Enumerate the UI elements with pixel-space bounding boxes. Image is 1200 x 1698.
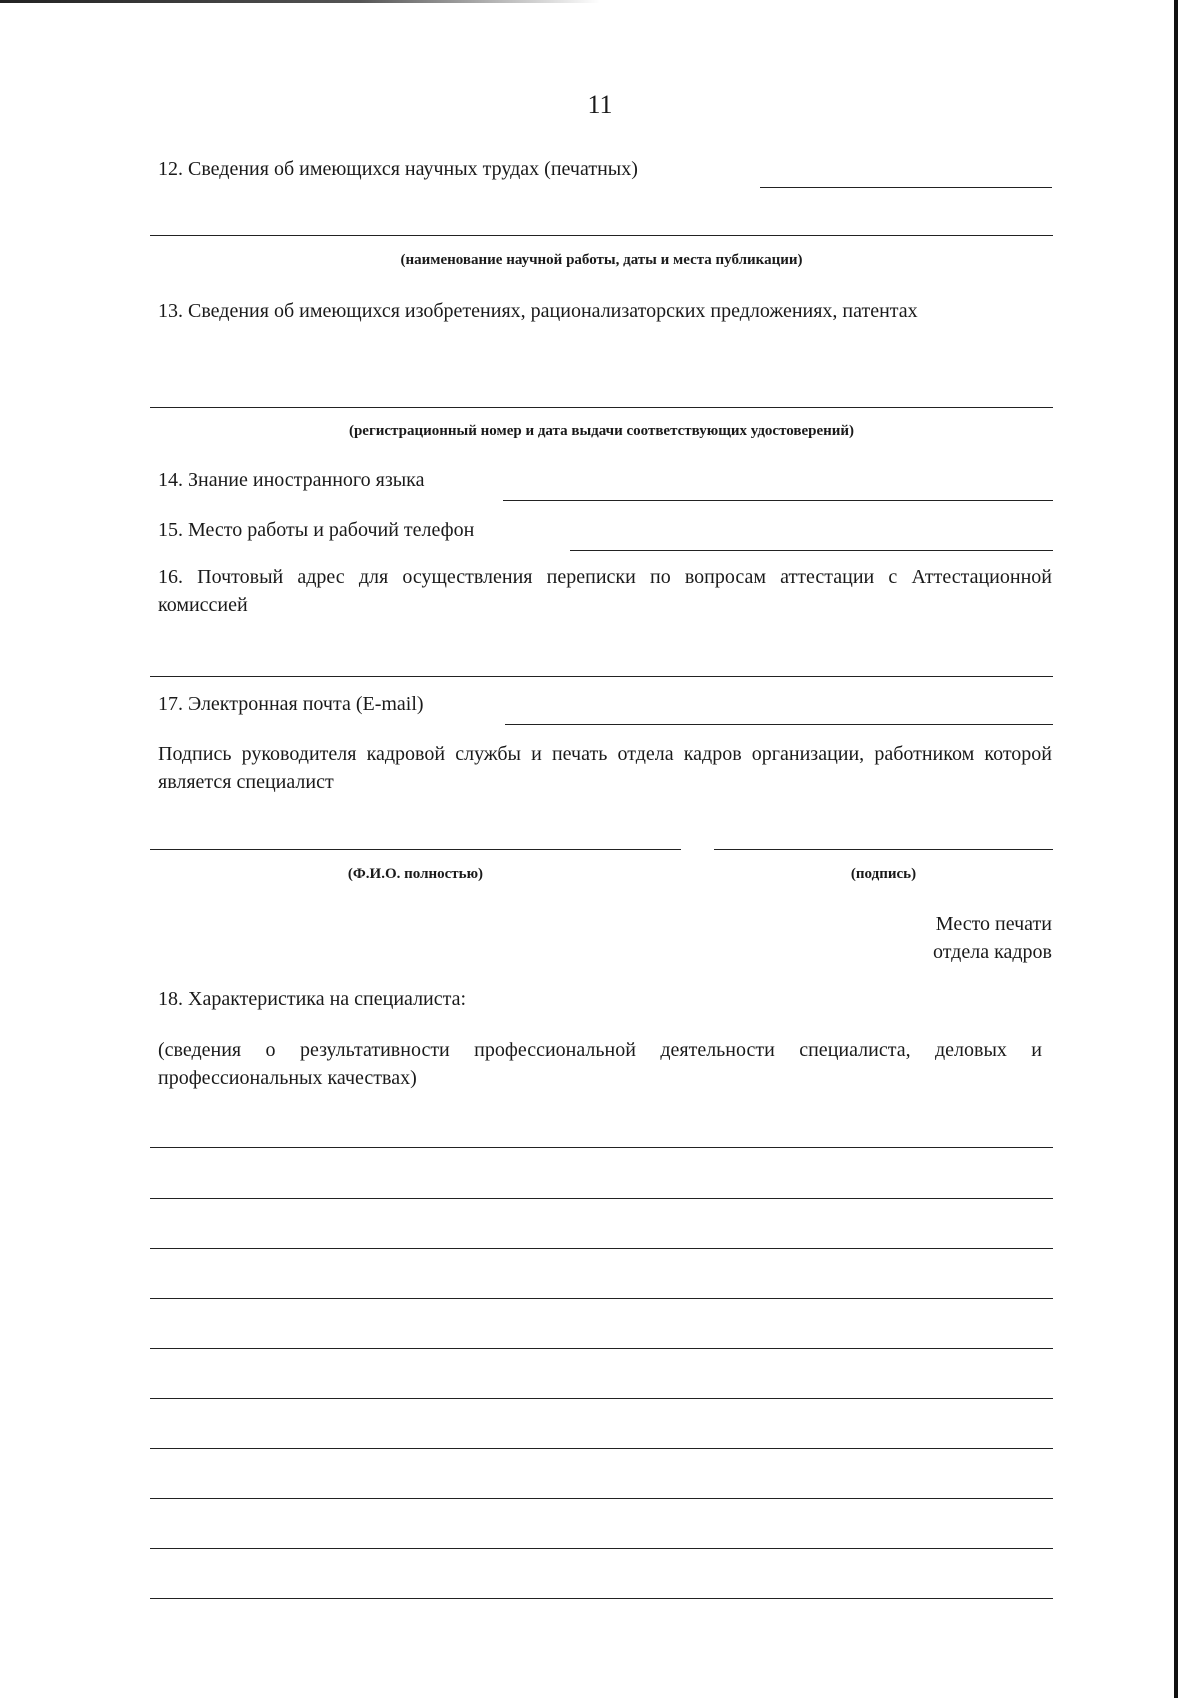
scan-edge-right [1174,0,1178,1698]
characteristic-line[interactable] [150,1198,1053,1199]
item-16-field[interactable] [150,676,1053,677]
signature-text: Подпись руководителя кадровой службы и печать отдела кадров организации, работником которой является специалист [158,743,1052,793]
stamp-place-line-1: Место печати [935,913,1052,935]
item-15-field[interactable] [570,550,1053,551]
characteristic-line[interactable] [150,1548,1053,1549]
stamp-place-line-2: отдела кадров [932,941,1052,963]
characteristic-line[interactable] [150,1598,1053,1599]
characteristic-line[interactable] [150,1498,1053,1499]
item-14-field[interactable] [503,500,1053,501]
characteristic-line[interactable] [150,1298,1053,1299]
page-number: 11 [587,90,613,119]
item-16-label: 16. Почтовый адрес для осуществления переписки по вопросам аттестации с Аттестационной комиссией [158,566,1052,616]
item-12-field-line-2[interactable] [150,235,1053,236]
item-12-field[interactable] [760,187,1052,188]
item-18-note: (сведения о результативности профессиональной деятельности специалиста, деловых и профессиональных качествах) [158,1039,1042,1089]
item-15-label: 15. Место работы и рабочий телефон [158,519,475,541]
characteristic-line[interactable] [150,1348,1053,1349]
characteristic-line[interactable] [150,1448,1053,1449]
signature-field[interactable] [714,849,1053,850]
scan-edge-top [0,0,600,3]
item-13-label: 13. Сведения об имеющихся изобретениях, рационализаторских предложениях, патентах [158,300,918,322]
characteristic-line[interactable] [150,1147,1053,1148]
fio-field[interactable] [150,849,681,850]
characteristic-line[interactable] [150,1398,1053,1399]
signature-caption: (подпись) [850,866,917,882]
characteristic-line[interactable] [150,1248,1053,1249]
item-17-label: 17. Электронная почта (E-mail) [158,693,424,715]
item-14-label: 14. Знание иностранного языка [158,469,425,491]
fio-caption: (Ф.И.О. полностью) [347,866,484,882]
item-12-label: 12. Сведения об имеющихся научных трудах (печатных) [158,158,638,180]
item-12-caption: (наименование научной работы, даты и места публикации) [400,252,803,268]
item-13-field[interactable] [150,407,1053,408]
item-13-caption: (регистрационный номер и дата выдачи соответствующих удостоверений) [348,423,855,439]
item-18-label: 18. Характеристика на специалиста: [158,988,467,1010]
item-17-field[interactable] [505,724,1053,725]
